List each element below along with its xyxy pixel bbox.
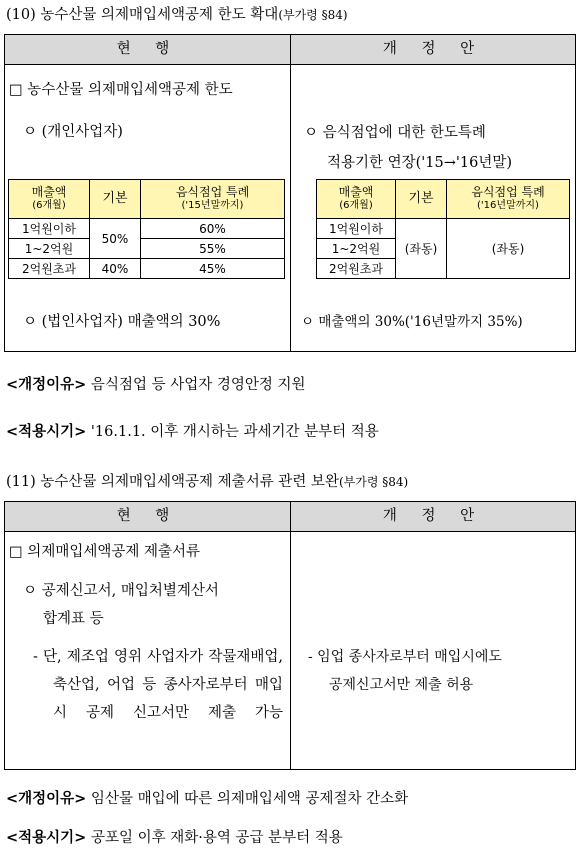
h-sales: 매출액 xyxy=(31,185,67,199)
r3-special: 45% xyxy=(141,259,285,279)
rr3-sales: 2억원초과 xyxy=(317,259,396,279)
h-sales-sub: (6개월) xyxy=(32,200,66,211)
col-revised-header-11: 개 정 안 xyxy=(382,508,485,524)
section-11-ref: (부가령 §84) xyxy=(338,475,409,489)
column-divider xyxy=(290,35,291,351)
section-10-title: (10) 농수산물 의제매입세액공제 한도 확대 xyxy=(6,7,279,23)
rr2-sales: 1~2억원 xyxy=(317,239,396,259)
reason-text: 음식점업 등 사업자 경영안정 지원 xyxy=(86,377,306,393)
h-sales-cell xyxy=(9,180,90,219)
section-11-reason xyxy=(6,787,408,808)
effective-label-11: <적용시기> xyxy=(6,830,87,846)
revised-rate-table xyxy=(316,179,570,279)
r3-sales: 2억원초과 xyxy=(9,259,90,279)
comparison-table-11 xyxy=(4,501,576,770)
effective-label: <적용시기> xyxy=(6,424,87,440)
rh-special-sub: ('16년말까지) xyxy=(477,200,539,211)
current-corporate: ㅇ (법인사업자) 매출액의 30% xyxy=(23,314,221,330)
rr-special-same: (좌동) xyxy=(447,219,570,279)
r1-sales: 1억원이하 xyxy=(9,219,90,239)
rh-sales: 매출액 xyxy=(338,185,374,199)
rh-special-cell xyxy=(447,180,570,219)
current-rate-table xyxy=(8,179,285,279)
r12-basic: 50% xyxy=(90,219,141,259)
comparison-table-10 xyxy=(4,34,576,352)
rr-basic-same: (좌동) xyxy=(396,219,447,279)
rh-special: 음식점업 특례 xyxy=(471,185,545,199)
col-current-header-11: 현 행 xyxy=(116,508,180,524)
rh-basic: 기본 xyxy=(396,180,447,219)
rh-sales-sub: (6개월) xyxy=(339,200,373,211)
reason-text-11: 임산물 매입에 따른 의제매입세액 공제절차 간소화 xyxy=(86,791,409,807)
current-item-1b: 합계표 등 xyxy=(43,611,104,627)
revised-line-2: 적용기한 연장('15→'16년말) xyxy=(327,155,513,171)
r3-basic: 40% xyxy=(90,259,141,279)
section-11-heading xyxy=(6,470,408,491)
r2-special: 55% xyxy=(141,239,285,259)
section-10-ref: (부가령 §84) xyxy=(278,8,348,22)
reason-label-11: <개정이유> xyxy=(6,791,87,807)
revised-corporate: ㅇ 매출액의 30%('16년말까지 35%) xyxy=(301,314,523,330)
r1-special: 60% xyxy=(141,219,285,239)
effective-text-11: 공포일 이후 재화·용역 공급 분부터 적용 xyxy=(86,830,343,846)
h-special: 음식점업 특례 xyxy=(175,185,250,199)
col-current-header: 현 행 xyxy=(116,41,180,57)
section-11-title: (11) 농수산물 의제매입세액공제 제출서류 관련 보완 xyxy=(6,474,339,490)
h-special-cell xyxy=(141,180,285,219)
current-box-title: □ 농수산물 의제매입세액공제 한도 xyxy=(9,82,233,98)
rr1-sales: 1억원이하 xyxy=(317,219,396,239)
current-item-1: ㅇ 공제신고서, 매입처별계산서 xyxy=(23,583,219,599)
h-basic: 기본 xyxy=(90,180,141,219)
column-divider-11 xyxy=(290,502,291,769)
col-revised-header: 개 정 안 xyxy=(382,41,485,57)
section-11-effective xyxy=(6,826,343,847)
revised-line-1: ㅇ 음식점업에 대한 한도특례 xyxy=(304,125,486,141)
section-10-heading xyxy=(6,3,348,24)
revised-item-11: - 임업 종사자로부터 매입시에도 xyxy=(308,649,502,665)
current-box-title-11: □ 의제매입세액공제 제출서류 xyxy=(9,544,201,560)
r2-sales: 1~2억원 xyxy=(9,239,90,259)
section-10-reason xyxy=(6,373,305,394)
reason-label: <개정이유> xyxy=(6,377,87,393)
h-special-sub: ('15년말까지) xyxy=(181,200,244,211)
revised-item-11b: 공제신고서만 제출 허용 xyxy=(329,677,474,693)
current-item-2: - 단, 제조업 영위 사업자가 작물재배업, 축산업, 어업 등 종사자로부터 매입시 공제 신고서만 제출 가능 xyxy=(33,649,283,721)
section-10-effective xyxy=(6,420,379,441)
rh-sales-cell xyxy=(317,180,396,219)
effective-text: '16.1.1. 이후 개시하는 과세기간 분부터 적용 xyxy=(86,424,379,440)
current-individual-label: ㅇ (개인사업자) xyxy=(23,124,123,140)
